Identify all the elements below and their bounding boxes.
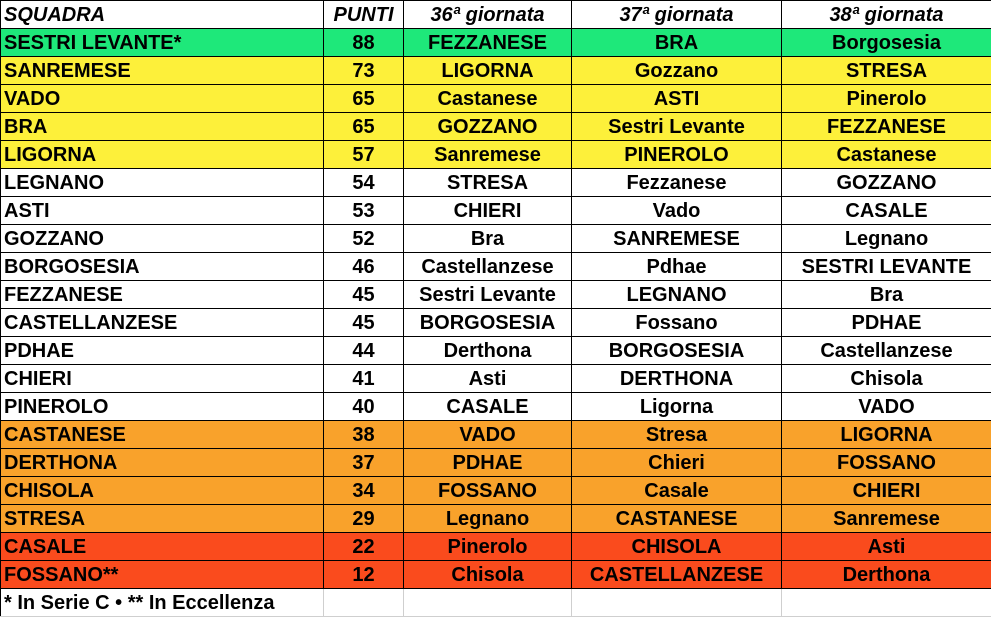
- team-cell: FOSSANO**: [1, 561, 324, 589]
- team-cell: BORGOSESIA: [1, 253, 324, 281]
- match-38-cell: Sanremese: [782, 505, 991, 533]
- table-row: [1, 533, 991, 561]
- match-37-cell: PINEROLO: [572, 141, 782, 169]
- points-cell: 53: [324, 197, 404, 225]
- empty-cell: [572, 589, 782, 617]
- table-row: [1, 421, 991, 449]
- match-38-cell: Borgosesia: [782, 29, 991, 57]
- match-36-cell: CASALE: [404, 393, 572, 421]
- match-38-cell: CHIERI: [782, 477, 991, 505]
- footnote-row: [1, 589, 991, 617]
- match-36-cell: BORGOSESIA: [404, 309, 572, 337]
- column-header-punti: PUNTI: [324, 1, 404, 29]
- team-cell: CASTELLANZESE: [1, 309, 324, 337]
- match-37-cell: Chieri: [572, 449, 782, 477]
- table-row: [1, 169, 991, 197]
- match-36-cell: Castellanzese: [404, 253, 572, 281]
- points-cell: 41: [324, 365, 404, 393]
- match-37-cell: ASTI: [572, 85, 782, 113]
- match-38-cell: Pinerolo: [782, 85, 991, 113]
- match-38-cell: GOZZANO: [782, 169, 991, 197]
- table-row: [1, 449, 991, 477]
- points-cell: 45: [324, 281, 404, 309]
- team-cell: LIGORNA: [1, 141, 324, 169]
- match-36-cell: Castanese: [404, 85, 572, 113]
- match-36-cell: PDHAE: [404, 449, 572, 477]
- points-cell: 46: [324, 253, 404, 281]
- match-38-cell: Castanese: [782, 141, 991, 169]
- match-36-cell: FOSSANO: [404, 477, 572, 505]
- team-cell: GOZZANO: [1, 225, 324, 253]
- match-37-cell: BORGOSESIA: [572, 337, 782, 365]
- points-cell: 73: [324, 57, 404, 85]
- points-cell: 34: [324, 477, 404, 505]
- match-36-cell: Sestri Levante: [404, 281, 572, 309]
- match-37-cell: CASTELLANZESE: [572, 561, 782, 589]
- team-cell: CHIERI: [1, 365, 324, 393]
- points-cell: 22: [324, 533, 404, 561]
- empty-cell: [404, 589, 572, 617]
- match-37-cell: CHISOLA: [572, 533, 782, 561]
- table-row: [1, 281, 991, 309]
- column-header-37-giornata: 37ª giornata: [572, 1, 782, 29]
- table-row: [1, 197, 991, 225]
- points-cell: 52: [324, 225, 404, 253]
- match-36-cell: Pinerolo: [404, 533, 572, 561]
- table-row: [1, 113, 991, 141]
- points-cell: 65: [324, 113, 404, 141]
- team-cell: VADO: [1, 85, 324, 113]
- table-row: [1, 365, 991, 393]
- match-37-cell: Stresa: [572, 421, 782, 449]
- points-cell: 38: [324, 421, 404, 449]
- team-cell: CHISOLA: [1, 477, 324, 505]
- empty-cell: [782, 589, 991, 617]
- table-row: [1, 85, 991, 113]
- match-38-cell: Castellanzese: [782, 337, 991, 365]
- column-header-36-giornata: 36ª giornata: [404, 1, 572, 29]
- header-row: [1, 1, 991, 29]
- team-cell: CASTANESE: [1, 421, 324, 449]
- team-cell: ASTI: [1, 197, 324, 225]
- team-cell: CASALE: [1, 533, 324, 561]
- match-36-cell: Derthona: [404, 337, 572, 365]
- match-36-cell: Bra: [404, 225, 572, 253]
- match-38-cell: STRESA: [782, 57, 991, 85]
- match-38-cell: VADO: [782, 393, 991, 421]
- match-37-cell: Fezzanese: [572, 169, 782, 197]
- match-37-cell: DERTHONA: [572, 365, 782, 393]
- column-header-38-giornata: 38ª giornata: [782, 1, 991, 29]
- match-37-cell: SANREMESE: [572, 225, 782, 253]
- match-37-cell: Sestri Levante: [572, 113, 782, 141]
- table-body: [1, 29, 991, 589]
- match-38-cell: FEZZANESE: [782, 113, 991, 141]
- points-cell: 45: [324, 309, 404, 337]
- match-37-cell: Fossano: [572, 309, 782, 337]
- column-header-squadra: SQUADRA: [1, 1, 324, 29]
- points-cell: 88: [324, 29, 404, 57]
- match-36-cell: Sanremese: [404, 141, 572, 169]
- match-36-cell: LIGORNA: [404, 57, 572, 85]
- points-cell: 65: [324, 85, 404, 113]
- match-37-cell: Ligorna: [572, 393, 782, 421]
- table-row: [1, 393, 991, 421]
- match-37-cell: Casale: [572, 477, 782, 505]
- match-36-cell: Legnano: [404, 505, 572, 533]
- points-cell: 12: [324, 561, 404, 589]
- table-row: [1, 225, 991, 253]
- table-row: [1, 309, 991, 337]
- team-cell: SANREMESE: [1, 57, 324, 85]
- points-cell: 54: [324, 169, 404, 197]
- match-37-cell: Pdhae: [572, 253, 782, 281]
- match-36-cell: STRESA: [404, 169, 572, 197]
- team-cell: STRESA: [1, 505, 324, 533]
- match-38-cell: Asti: [782, 533, 991, 561]
- match-38-cell: CASALE: [782, 197, 991, 225]
- points-cell: 29: [324, 505, 404, 533]
- team-cell: PINEROLO: [1, 393, 324, 421]
- table-row: [1, 253, 991, 281]
- points-cell: 57: [324, 141, 404, 169]
- match-37-cell: Gozzano: [572, 57, 782, 85]
- points-cell: 44: [324, 337, 404, 365]
- footnote: * In Serie C • ** In Eccellenza: [1, 589, 324, 617]
- table-row: [1, 337, 991, 365]
- team-cell: FEZZANESE: [1, 281, 324, 309]
- match-38-cell: Bra: [782, 281, 991, 309]
- table-row: [1, 141, 991, 169]
- match-36-cell: Chisola: [404, 561, 572, 589]
- match-37-cell: Vado: [572, 197, 782, 225]
- match-36-cell: GOZZANO: [404, 113, 572, 141]
- match-38-cell: Derthona: [782, 561, 991, 589]
- match-37-cell: BRA: [572, 29, 782, 57]
- match-38-cell: FOSSANO: [782, 449, 991, 477]
- match-38-cell: Legnano: [782, 225, 991, 253]
- points-cell: 40: [324, 393, 404, 421]
- match-38-cell: Chisola: [782, 365, 991, 393]
- team-cell: DERTHONA: [1, 449, 324, 477]
- match-38-cell: LIGORNA: [782, 421, 991, 449]
- team-cell: LEGNANO: [1, 169, 324, 197]
- table-row: [1, 477, 991, 505]
- table-row: [1, 505, 991, 533]
- match-36-cell: FEZZANESE: [404, 29, 572, 57]
- team-cell: PDHAE: [1, 337, 324, 365]
- points-cell: 37: [324, 449, 404, 477]
- team-cell: SESTRI LEVANTE*: [1, 29, 324, 57]
- empty-cell: [324, 589, 404, 617]
- table-row: [1, 57, 991, 85]
- match-36-cell: VADO: [404, 421, 572, 449]
- team-cell: BRA: [1, 113, 324, 141]
- match-37-cell: LEGNANO: [572, 281, 782, 309]
- match-38-cell: PDHAE: [782, 309, 991, 337]
- match-36-cell: Asti: [404, 365, 572, 393]
- match-36-cell: CHIERI: [404, 197, 572, 225]
- table-row: [1, 29, 991, 57]
- match-38-cell: SESTRI LEVANTE: [782, 253, 991, 281]
- table-row: [1, 561, 991, 589]
- match-37-cell: CASTANESE: [572, 505, 782, 533]
